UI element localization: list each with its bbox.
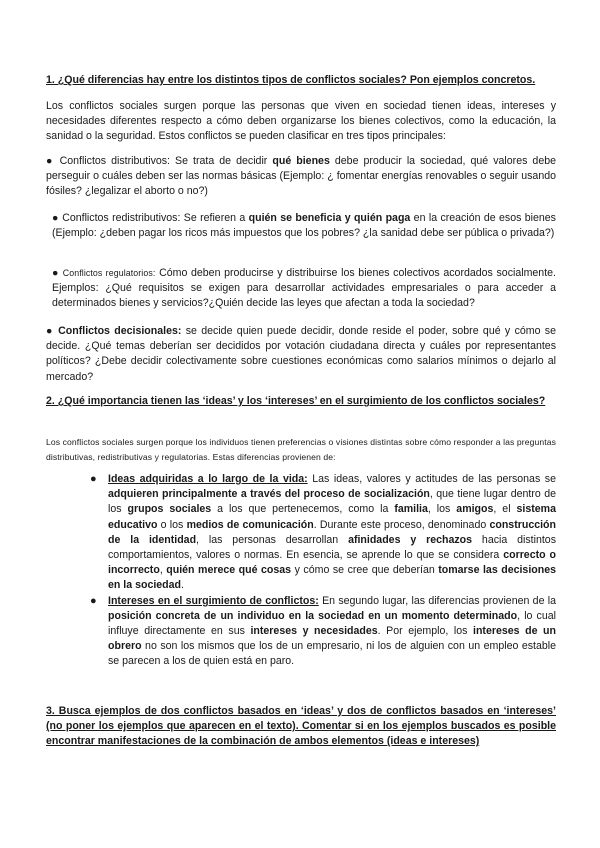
q1-item-label: Conflictos redistributivos: bbox=[62, 212, 181, 224]
q1-title: 1. ¿Qué diferencias hay entre los distintos tipos de conflictos sociales? Pon ejemplos concretos. bbox=[46, 74, 536, 86]
q1-item-decisionales: ● Conflictos decisionales: se decide quien puede decidir, donde reside el poder, sobre qué y cómo se decide. ¿Qué temas deberían ser decididos por votación ciudadana directa y cuáles por representantes políticos? ¿Debe decidir colectivamente sobre cuestiones económicas como salarios mínimos o dejarlo al mercado? bbox=[46, 325, 556, 383]
bullet: ● bbox=[52, 212, 59, 224]
q1-item-label: Conflictos decisionales: bbox=[58, 325, 182, 337]
q1-item-label: Conflictos regulatorios: bbox=[62, 268, 156, 278]
q2-list bbox=[88, 472, 556, 670]
q1-intro: Los conflictos sociales surgen porque las personas que viven en sociedad tienen ideas, intereses y necesidades diferentes respecto a cómo deben organizarse los bienes colectivos, como la educación, la sanidad o la seguridad. Estos conflictos se pueden clasificar en tres tipos principales: bbox=[46, 100, 556, 143]
bullet: ● bbox=[46, 325, 54, 337]
bullet: ● bbox=[90, 594, 97, 607]
bullet: ● bbox=[46, 155, 55, 167]
q1-item-redistributivos: ● Conflictos redistributivos: Se refieren a quién se beneficia y quién paga en la creación de esos bienes (Ejemplo: ¿deben pagar los ricos más impuestos que los pobres? ¿la sanidad debe ser pública o privada?) bbox=[52, 212, 556, 240]
q2-ideas-heading: Ideas adquiridas a lo largo de la vida: bbox=[108, 473, 308, 485]
q2-item-intereses: ● Intereses en el surgimiento de conflictos: En segundo lugar, las diferencias provienen de la posición concreta de un individuo en la sociedad en un momento determinado, lo cual influye directamente en sus intereses y necesidades. Por ejemplo, los intereses de un obrero no son los mismos que los de un empresario, ni los de alguien con un empleo estable se parecen a los de quien está en paro. bbox=[90, 594, 556, 668]
q2-item-ideas: ● Ideas adquiridas a lo largo de la vida: Las ideas, valores y actitudes de las personas se adquieren principalmente a través del proceso de socialización, que tiene lugar dentro de los grupos sociales a los que pertenecemos, como la familia, los amigos, el sistema educativo o los medios de comunicación. Durante este proceso, denominado construcción de la identidad, las personas desarrollan afinidades y rechazos hacia distintos comportamientos, valores o normas. En esencia, se aprende lo que se considera correcto o incorrecto, quién merece qué cosas y cómo se cree que deberían tomarse las decisiones en la sociedad. bbox=[90, 473, 557, 592]
q1-item-label: Conflictos distributivos: bbox=[59, 155, 170, 167]
bullet: ● bbox=[90, 473, 97, 485]
q2-intro: Los conflictos sociales surgen porque los individuos tienen preferencias o visiones distintas sobre cómo responder a las preguntas distributivas, redistributivas y regulatorias. Estas diferencias provienen de: bbox=[46, 437, 556, 462]
q2-title: 2. ¿Qué importancia tienen las ‘ideas’ y los ‘intereses’ en el surgimiento de los conflictos sociales? bbox=[46, 395, 546, 407]
q1-item-distributivos: ● Conflictos distributivos: Se trata de decidir qué bienes debe producir la sociedad, qué valores debe perseguir o cuáles deben ser las normas básicas (Ejemplo: ¿ fomentar energías renovables o seguir usando fósiles? ¿legalizar el aborto o no?) bbox=[46, 155, 556, 198]
q3-title: 3. Busca ejemplos de dos conflictos basados en ‘ideas’ y dos de conflictos basados en ‘intereses’ (no poner los ejemplos que aparecen en el texto). Comentar si en los ejemplos buscados es posible encontrar manifestaciones de la combinación de ambos elementos (ideas e intereses) bbox=[46, 705, 556, 748]
q1-item-regulatorios: ● Conflictos regulatorios: Cómo deben producirse y distribuirse los bienes colectivos acordados socialmente. Ejemplos: ¿Qué requisitos se exigen para desarrollar actividades empresariales o para acceder a determinados bienes y servicios?¿Quién decide las leyes que afectan a toda la sociedad? bbox=[52, 267, 556, 310]
bullet: ● bbox=[52, 267, 60, 279]
q2-intereses-heading: Intereses en el surgimiento de conflictos: bbox=[108, 594, 319, 607]
